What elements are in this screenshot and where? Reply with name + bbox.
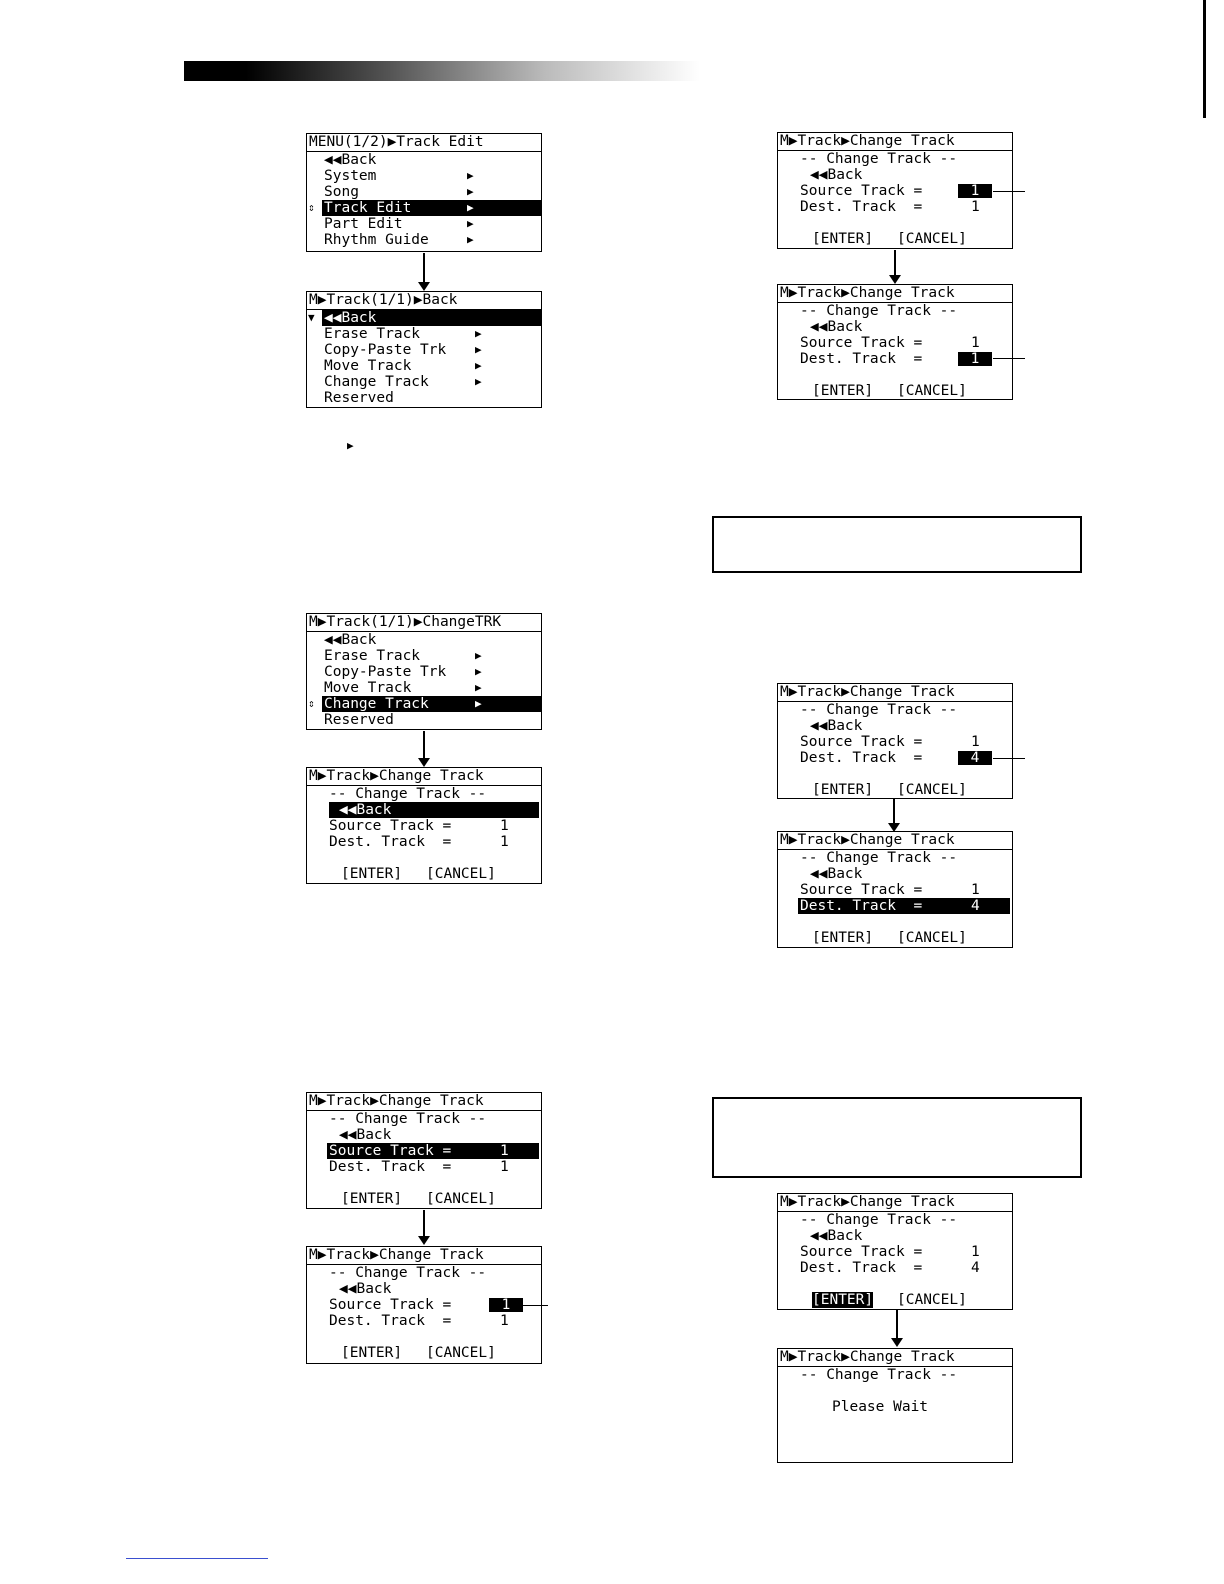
- cancel-button[interactable]: [CANCEL]: [897, 383, 967, 399]
- source-track-row[interactable]: Source Track = 1: [307, 1297, 541, 1313]
- screen-title: M▶Track▶Change Track: [778, 285, 1012, 303]
- please-wait-message: Please Wait: [832, 1399, 929, 1415]
- screen-title: M▶Track(1/1)▶Back: [307, 292, 541, 310]
- submenu-arrow-icon: ▶: [475, 343, 482, 356]
- callout-leader-line: [993, 758, 1025, 759]
- footer-link-underline: [126, 1558, 268, 1559]
- screen-header: -- Change Track --: [800, 850, 958, 866]
- page-edge-rule: [1203, 0, 1206, 118]
- callout-leader-line: [522, 1305, 548, 1306]
- enter-button[interactable]: [ENTER]: [812, 1292, 874, 1308]
- menu-item-back[interactable]: ▼ ◀◀Back: [307, 310, 541, 326]
- scroll-updown-icon: ⇕: [308, 201, 315, 214]
- dest-track-row[interactable]: Dest. Track = 4: [778, 898, 1012, 914]
- lcd-change-track-source-edit: [306, 1246, 542, 1364]
- menu-item-reserved[interactable]: Reserved: [324, 390, 394, 406]
- lcd-track-back: [306, 291, 542, 408]
- action-row: [778, 383, 1012, 399]
- menu-item-copy-paste[interactable]: Copy-Paste Trk ▶: [324, 342, 482, 358]
- submenu-arrow-icon: ▶: [467, 233, 474, 246]
- source-track-row[interactable]: Source Track = 1: [307, 1143, 541, 1159]
- lcd-change-track-wait: [777, 1348, 1013, 1463]
- dest-value-cursor[interactable]: 1: [958, 352, 992, 366]
- menu-item-erase-track[interactable]: Erase Track ▶: [324, 648, 482, 664]
- back-item[interactable]: ◀◀Back: [810, 167, 863, 183]
- lcd-menu-track-edit: [306, 133, 542, 252]
- source-track-row[interactable]: Source Track = 1: [329, 818, 509, 834]
- screen-title: M▶Track(1/1)▶ChangeTRK: [307, 614, 541, 632]
- menu-item-back[interactable]: ◀◀Back: [324, 152, 377, 168]
- source-track-row[interactable]: Source Track = 1: [800, 1244, 980, 1260]
- cancel-button[interactable]: [CANCEL]: [897, 1292, 967, 1308]
- screen-header: -- Change Track --: [800, 702, 958, 718]
- cancel-button[interactable]: [CANCEL]: [897, 930, 967, 946]
- submenu-arrow-icon: ▶: [475, 681, 482, 694]
- callout-leader-line: [993, 358, 1025, 359]
- dest-value-cursor[interactable]: 4: [958, 751, 992, 765]
- note-box: [712, 516, 1082, 573]
- back-item[interactable]: ◀◀Back: [810, 866, 863, 882]
- menu-item-back[interactable]: ◀◀Back: [324, 632, 377, 648]
- screen-title: M▶Track▶Change Track: [778, 1194, 1012, 1212]
- menu-item-song[interactable]: Song ▶: [324, 184, 474, 200]
- submenu-arrow-icon: ▶: [467, 217, 474, 230]
- action-row: [778, 930, 1012, 946]
- dest-track-row[interactable]: Dest. Track = 1: [329, 1159, 509, 1175]
- action-row: [307, 1345, 541, 1361]
- menu-item-rhythm-guide[interactable]: Rhythm Guide ▶: [324, 232, 474, 248]
- menu-item-part-edit[interactable]: Part Edit ▶: [324, 216, 474, 232]
- enter-button[interactable]: [ENTER]: [341, 866, 403, 882]
- menu-item-system[interactable]: System ▶: [324, 168, 474, 184]
- note-box: [712, 1097, 1082, 1178]
- header-gradient-bar: [184, 61, 700, 81]
- enter-button[interactable]: [ENTER]: [812, 231, 874, 247]
- menu-item-copy-paste[interactable]: Copy-Paste Trk ▶: [324, 664, 482, 680]
- screen-title: M▶Track▶Change Track: [778, 133, 1012, 151]
- source-track-row[interactable]: Source Track = 1: [800, 734, 980, 750]
- screen-header: -- Change Track --: [800, 303, 958, 319]
- screen-title: MENU(1/2)▶Track Edit: [307, 134, 541, 152]
- cancel-button[interactable]: [CANCEL]: [426, 1345, 496, 1361]
- flow-arrow-icon: [423, 253, 425, 283]
- back-item[interactable]: ◀◀Back: [339, 1127, 392, 1143]
- submenu-arrow-icon: ▶: [475, 327, 482, 340]
- back-item[interactable]: ◀◀Back: [810, 718, 863, 734]
- submenu-arrow-icon: ▶: [475, 697, 482, 710]
- back-item[interactable]: ◀◀Back: [810, 319, 863, 335]
- flow-arrow-icon: [894, 250, 896, 276]
- screen-header: -- Change Track --: [329, 786, 487, 802]
- submenu-arrow-icon: ▶: [467, 201, 474, 214]
- menu-item-reserved[interactable]: Reserved: [324, 712, 394, 728]
- action-row: [778, 1292, 1012, 1308]
- dest-track-row[interactable]: Dest. Track = 1: [778, 351, 1012, 367]
- back-item[interactable]: ◀◀Back: [307, 802, 541, 818]
- dest-track-row[interactable]: Dest. Track = 1: [329, 834, 509, 850]
- screen-header: -- Change Track --: [329, 1265, 487, 1281]
- menu-item-change-track[interactable]: ⇕ Change Track ▶: [307, 696, 541, 712]
- dest-track-row[interactable]: Dest. Track = 1: [800, 199, 980, 215]
- action-row: [307, 1191, 541, 1207]
- flow-arrow-icon: [896, 1310, 898, 1339]
- dest-track-row[interactable]: Dest. Track = 4: [800, 1260, 980, 1276]
- submenu-arrow-icon: ▶: [475, 665, 482, 678]
- callout-leader-line: [993, 191, 1025, 192]
- screen-header: -- Change Track --: [800, 1212, 958, 1228]
- screen-title: M▶Track▶Change Track: [307, 768, 541, 786]
- source-track-row[interactable]: Source Track = 1: [778, 183, 1012, 199]
- source-track-row[interactable]: Source Track = 1: [800, 882, 980, 898]
- screen-header: -- Change Track --: [800, 1367, 958, 1383]
- action-row: [307, 866, 541, 882]
- action-row: [778, 231, 1012, 247]
- lcd-change-track-r4: [777, 831, 1013, 948]
- back-item[interactable]: ◀◀Back: [339, 1281, 392, 1297]
- enter-button[interactable]: [ENTER]: [812, 383, 874, 399]
- screen-title: M▶Track▶Change Track: [307, 1247, 541, 1265]
- menu-item-move-track[interactable]: Move Track ▶: [324, 680, 482, 696]
- screen-title: M▶Track▶Change Track: [778, 832, 1012, 850]
- submenu-arrow-icon: ▶: [475, 359, 482, 372]
- lcd-change-track-source-selected: [306, 1092, 542, 1209]
- screen-title: M▶Track▶Change Track: [307, 1093, 541, 1111]
- source-track-row[interactable]: Source Track = 1: [800, 335, 980, 351]
- menu-item-change-track[interactable]: Change Track ▶: [324, 374, 482, 390]
- enter-button[interactable]: [ENTER]: [341, 1191, 403, 1207]
- screen-header: -- Change Track --: [800, 151, 958, 167]
- dest-track-row[interactable]: Dest. Track = 4: [778, 750, 1012, 766]
- flow-arrow-icon: [893, 798, 895, 824]
- enter-button[interactable]: [ENTER]: [812, 782, 874, 798]
- source-value-cursor[interactable]: 1: [958, 184, 992, 198]
- play-triangle-icon: ▶: [347, 439, 354, 452]
- scroll-down-icon: ▼: [308, 311, 315, 324]
- enter-button[interactable]: [ENTER]: [812, 930, 874, 946]
- lcd-track-changetrk: [306, 613, 542, 730]
- submenu-arrow-icon: ▶: [475, 375, 482, 388]
- submenu-arrow-icon: ▶: [475, 649, 482, 662]
- cancel-button[interactable]: [CANCEL]: [426, 866, 496, 882]
- screen-title: M▶Track▶Change Track: [778, 1349, 1012, 1367]
- action-row: [778, 782, 1012, 798]
- lcd-change-track-r3: [777, 683, 1013, 799]
- flow-arrow-icon: [423, 1210, 425, 1237]
- cancel-button[interactable]: [CANCEL]: [897, 231, 967, 247]
- lcd-change-track-back-selected: [306, 767, 542, 884]
- lcd-change-track-r2: [777, 284, 1013, 400]
- enter-button[interactable]: [ENTER]: [341, 1345, 403, 1361]
- screen-title: M▶Track▶Change Track: [778, 684, 1012, 702]
- screen-header: -- Change Track --: [329, 1111, 487, 1127]
- cancel-button[interactable]: [CANCEL]: [897, 782, 967, 798]
- lcd-change-track-r1: [777, 132, 1013, 249]
- menu-item-erase-track[interactable]: Erase Track ▶: [324, 326, 482, 342]
- lcd-change-track-r5: [777, 1193, 1013, 1310]
- dest-track-row[interactable]: Dest. Track = 1: [329, 1313, 509, 1329]
- flow-arrow-icon: [423, 731, 425, 759]
- menu-item-move-track[interactable]: Move Track ▶: [324, 358, 482, 374]
- submenu-arrow-icon: ▶: [467, 185, 474, 198]
- menu-item-track-edit[interactable]: ⇕ Track Edit ▶: [307, 200, 541, 216]
- back-item[interactable]: ◀◀Back: [810, 1228, 863, 1244]
- scroll-updown-icon: ⇕: [308, 697, 315, 710]
- source-value-cursor[interactable]: 1: [489, 1298, 523, 1312]
- cancel-button[interactable]: [CANCEL]: [426, 1191, 496, 1207]
- submenu-arrow-icon: ▶: [467, 169, 474, 182]
